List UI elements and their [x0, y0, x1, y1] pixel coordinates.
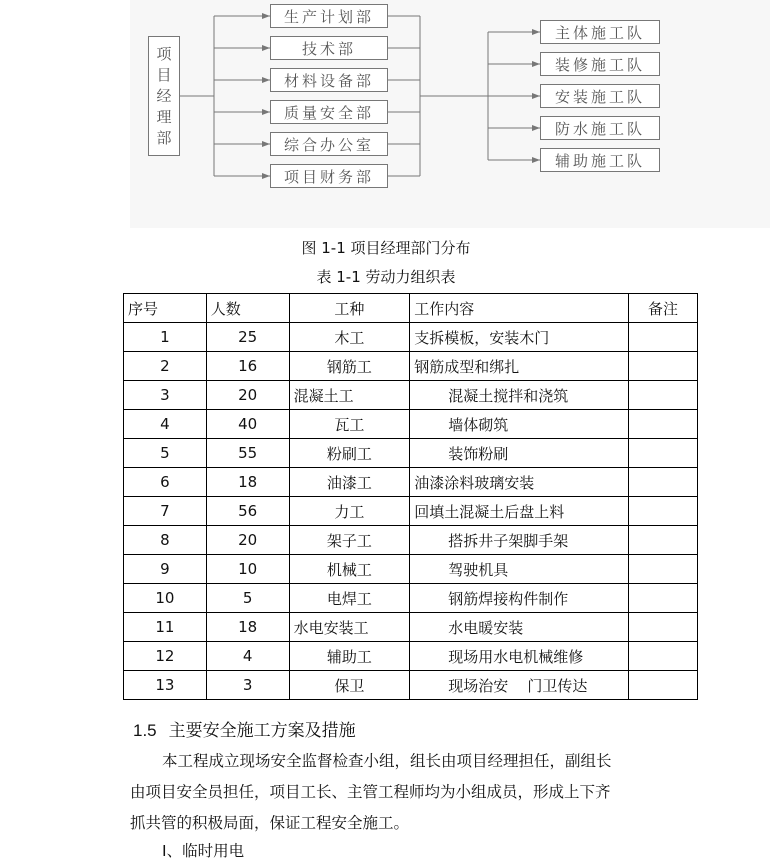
cell-note [629, 410, 698, 439]
table-header-row [124, 294, 698, 323]
cell-note [629, 381, 698, 410]
cell-work: 混凝土搅拌和浇筑 [410, 381, 629, 410]
cell-work: 装饰粉刷 [410, 439, 629, 468]
header-cell: 序号 [124, 294, 207, 323]
table-row [124, 410, 698, 439]
table-row [124, 613, 698, 642]
cell-work: 油漆涂料玻璃安装 [410, 468, 629, 497]
cell-trade: 钢筋工 [289, 352, 410, 381]
cell-index: 7 [124, 497, 207, 526]
org-root-char: 目 [156, 65, 172, 84]
cell-note [629, 468, 698, 497]
cell-trade: 电焊工 [289, 584, 410, 613]
cell-work: 现场治安 门卫传达 [410, 671, 629, 700]
table-row [124, 671, 698, 700]
org-dept-box: 生产计划部 [270, 4, 388, 28]
cell-note [629, 439, 698, 468]
header-cell: 工种 [289, 294, 410, 323]
cell-count: 3 [206, 671, 289, 700]
cell-note [629, 497, 698, 526]
cell-count: 25 [206, 323, 289, 352]
cell-trade: 油漆工 [289, 468, 410, 497]
cell-note [629, 555, 698, 584]
cell-count: 16 [206, 352, 289, 381]
org-team-box: 防水施工队 [540, 116, 660, 140]
cell-index: 4 [124, 410, 207, 439]
table-row [124, 642, 698, 671]
cell-note [629, 352, 698, 381]
cell-index: 13 [124, 671, 207, 700]
table-row [124, 323, 698, 352]
labor-table [123, 293, 698, 700]
cell-count: 4 [206, 642, 289, 671]
org-root-char: 项 [156, 44, 172, 63]
cell-count: 5 [206, 584, 289, 613]
org-root-char: 理 [156, 107, 172, 126]
cell-count: 55 [206, 439, 289, 468]
body-line: 抓共管的积极局面，保证工程安全施工。 [130, 814, 410, 832]
org-root-box [148, 36, 180, 156]
org-dept-box: 项目财务部 [270, 164, 388, 188]
org-root-char: 部 [156, 128, 172, 147]
cell-trade: 力工 [289, 497, 410, 526]
section-heading [133, 716, 356, 741]
cell-count: 40 [206, 410, 289, 439]
org-chart-connectors [130, 0, 770, 228]
header-cell: 工作内容 [410, 294, 629, 323]
table-row [124, 497, 698, 526]
table-row [124, 584, 698, 613]
cell-trade: 机械工 [289, 555, 410, 584]
table-row [124, 555, 698, 584]
org-dept-box: 技术部 [270, 36, 388, 60]
org-team-box: 辅助施工队 [540, 148, 660, 172]
org-team-box: 安装施工队 [540, 84, 660, 108]
cell-index: 5 [124, 439, 207, 468]
org-root-char: 经 [156, 86, 172, 105]
cell-note [629, 671, 698, 700]
cell-count: 18 [206, 613, 289, 642]
cell-trade: 架子工 [289, 526, 410, 555]
cell-count: 18 [206, 468, 289, 497]
figure-caption: 图 1-1 项目经理部门分布 [301, 239, 471, 257]
cell-work: 驾驶机具 [410, 555, 629, 584]
org-dept-box: 质量安全部 [270, 100, 388, 124]
subsection-heading: Ⅰ、临时用电 [162, 842, 245, 860]
cell-index: 8 [124, 526, 207, 555]
cell-count: 20 [206, 526, 289, 555]
cell-work: 支拆模板，安装木门 [410, 323, 629, 352]
cell-work: 水电暖安装 [410, 613, 629, 642]
cell-trade: 辅助工 [289, 642, 410, 671]
cell-index: 12 [124, 642, 207, 671]
cell-trade: 木工 [289, 323, 410, 352]
cell-trade: 保卫 [289, 671, 410, 700]
cell-trade: 水电安装工 [289, 613, 410, 642]
cell-note [629, 584, 698, 613]
cell-index: 1 [124, 323, 207, 352]
cell-note [629, 613, 698, 642]
cell-work: 回填土混凝土后盘上料 [410, 497, 629, 526]
cell-index: 6 [124, 468, 207, 497]
table-row [124, 381, 698, 410]
table-row [124, 352, 698, 381]
org-team-box: 装修施工队 [540, 52, 660, 76]
cell-work: 现场用水电机械维修 [410, 642, 629, 671]
cell-count: 20 [206, 381, 289, 410]
org-team-box: 主体施工队 [540, 20, 660, 44]
cell-work: 墙体砌筑 [410, 410, 629, 439]
body-line: 本工程成立现场安全监督检查小组，组长由项目经理担任，副组长 [162, 752, 612, 770]
cell-note [629, 323, 698, 352]
cell-work: 钢筋成型和绑扎 [410, 352, 629, 381]
cell-note [629, 526, 698, 555]
cell-count: 10 [206, 555, 289, 584]
table-row [124, 468, 698, 497]
org-dept-box: 综合办公室 [270, 132, 388, 156]
section-title-text: 主要安全施工方案及措施 [168, 721, 356, 741]
cell-index: 2 [124, 352, 207, 381]
table-row [124, 439, 698, 468]
cell-trade: 瓦工 [289, 410, 410, 439]
header-cell: 人数 [206, 294, 289, 323]
cell-note [629, 642, 698, 671]
cell-index: 11 [124, 613, 207, 642]
org-chart [130, 0, 770, 228]
cell-work: 搭拆井子架脚手架 [410, 526, 629, 555]
cell-count: 56 [206, 497, 289, 526]
cell-trade: 粉刷工 [289, 439, 410, 468]
cell-work: 钢筋焊接构件制作 [410, 584, 629, 613]
cell-trade: 混凝土工 [289, 381, 410, 410]
section-number: 1.5 [133, 721, 157, 740]
table-caption: 表 1-1 劳动力组织表 [316, 268, 456, 286]
cell-index: 10 [124, 584, 207, 613]
org-dept-box: 材料设备部 [270, 68, 388, 92]
cell-index: 9 [124, 555, 207, 584]
body-line: 由项目安全员担任，项目工长、主管工程师均为小组成员，形成上下齐 [130, 783, 611, 801]
table-row [124, 526, 698, 555]
cell-index: 3 [124, 381, 207, 410]
header-cell: 备注 [629, 294, 698, 323]
